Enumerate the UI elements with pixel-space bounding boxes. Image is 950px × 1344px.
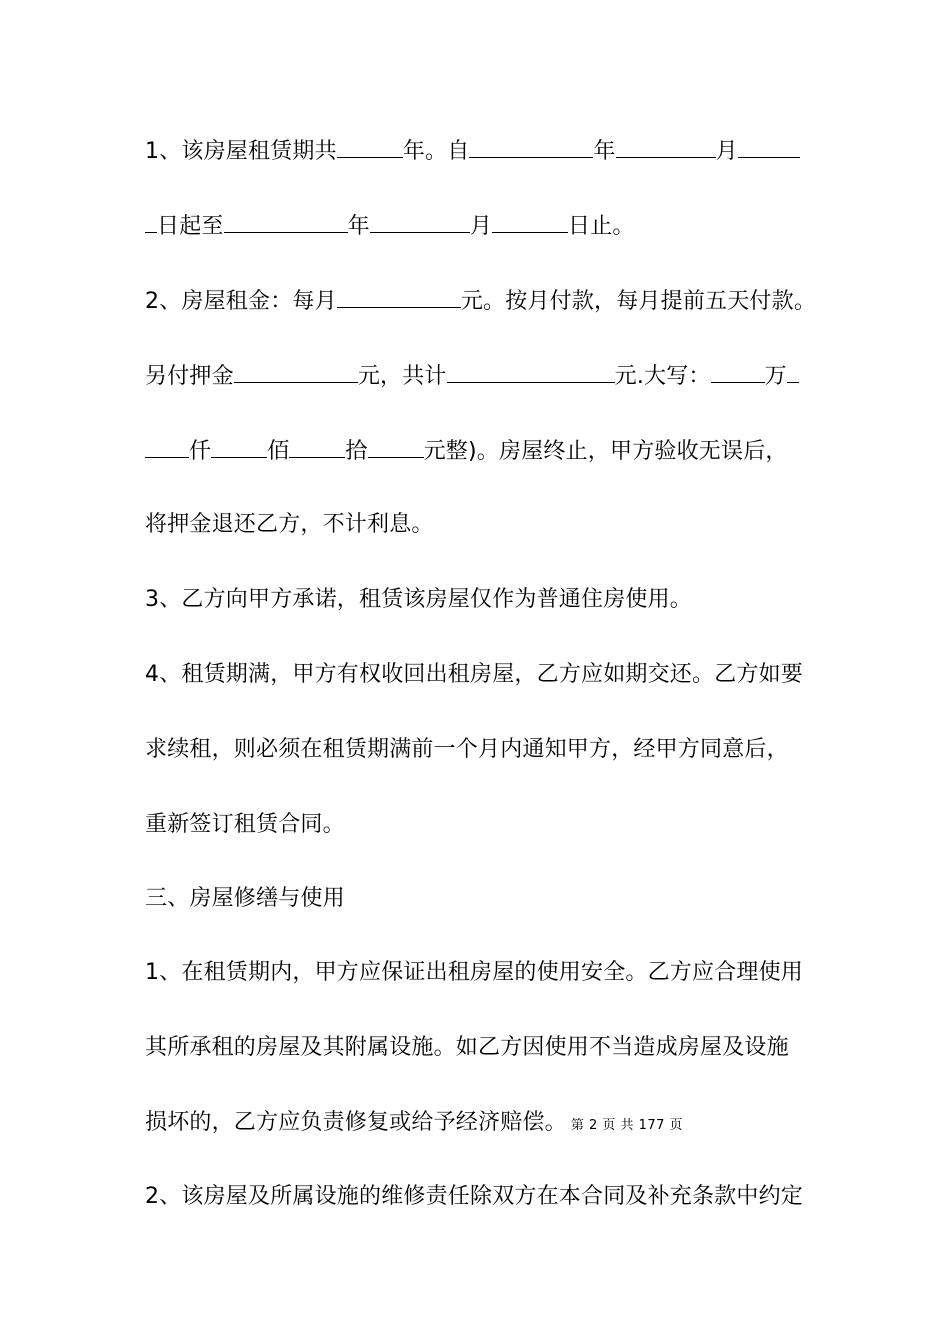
blank-end-day-field[interactable]: [492, 210, 568, 233]
blank-wan-field[interactable]: [711, 360, 765, 383]
clause-2-rent-line-2: [145, 360, 799, 392]
blank-start-day-field-cont[interactable]: [145, 210, 157, 233]
clause-text: 2、房屋租金：每月: [145, 289, 337, 314]
clause-1-term-line-1: [145, 135, 800, 167]
clause-text: 月: [469, 214, 493, 239]
clause-text: 年: [593, 139, 616, 164]
blank-shi-field[interactable]: [289, 435, 345, 458]
clause-text: 元，共计: [357, 364, 447, 389]
repair-clause-1-line-2: 其所承租的房屋及其附属设施。如乙方因使用不当造成房屋及设施: [145, 1035, 789, 1060]
blank-yuan-field[interactable]: [368, 435, 424, 458]
clause-text: 年。自: [402, 139, 470, 164]
clause-2-rent-line-4: 将押金退还乙方，不计利息。: [145, 512, 434, 537]
blank-start-year-field[interactable]: [469, 135, 593, 158]
clause-text: 元整)。房屋终止，甲方验收无误后，: [423, 439, 788, 464]
blank-bai-field[interactable]: [211, 435, 267, 458]
clause-text: 元.大写：: [614, 364, 711, 389]
clause-text: 损坏的，乙方应负责修复或给予经济赔偿。: [145, 1110, 567, 1135]
clause-text: 拾: [345, 439, 368, 464]
blank-monthly-rent-field[interactable]: [337, 285, 461, 308]
blank-end-month-field[interactable]: [370, 210, 470, 233]
blank-deposit-field[interactable]: [234, 360, 358, 383]
page-number: 第 2 页 共 177 页: [570, 1118, 684, 1133]
clause-4-line-3: 重新签订租赁合同。: [145, 812, 345, 837]
clause-text: 日止。: [568, 214, 635, 239]
blank-years-field[interactable]: [337, 135, 403, 158]
clause-text: 元。按月付款，每月提前五天付款。: [460, 289, 817, 314]
blank-start-month-field[interactable]: [616, 135, 716, 158]
clause-text: 1、该房屋租赁期共: [145, 139, 337, 164]
blank-start-day-field[interactable]: [738, 135, 800, 158]
clause-text: 佰: [267, 439, 290, 464]
blank-qian-field[interactable]: [145, 435, 189, 458]
clause-3-usage: 3、乙方向甲方承诺，租赁该房屋仅作为普通住房使用。: [145, 587, 692, 612]
clause-2-rent-line-3: [145, 435, 788, 467]
repair-clause-1-line-1: 1、在租赁期内，甲方应保证出租房屋的使用安全。乙方应合理使用: [145, 960, 803, 985]
clause-4-line-2: 求续租，则必须在租赁期满前一个月内通知甲方，经甲方同意后，: [145, 737, 789, 762]
section-heading-repair-use: 三、房屋修缮与使用: [145, 886, 345, 911]
clause-text: 仟: [189, 439, 212, 464]
clause-text: 万: [764, 364, 787, 389]
repair-clause-1-line-3: [145, 1108, 683, 1141]
blank-total-field[interactable]: [447, 360, 615, 383]
clause-1-term-line-2: [145, 210, 635, 242]
clause-4-line-1: 4、租赁期满，甲方有权收回出租房屋，乙方应如期交还。乙方如要: [145, 662, 803, 687]
clause-text: 月: [715, 139, 738, 164]
clause-text: 日起至: [157, 214, 224, 239]
blank-qian-field-start[interactable]: [787, 360, 799, 383]
clause-text: 另付押金: [145, 364, 234, 389]
clause-text: 年: [347, 214, 370, 239]
repair-clause-2-line-1: 2、该房屋及所属设施的维修责任除双方在本合同及补充条款中约定: [145, 1184, 803, 1209]
clause-2-rent-line-1: [145, 285, 816, 317]
blank-end-year-field[interactable]: [224, 210, 348, 233]
